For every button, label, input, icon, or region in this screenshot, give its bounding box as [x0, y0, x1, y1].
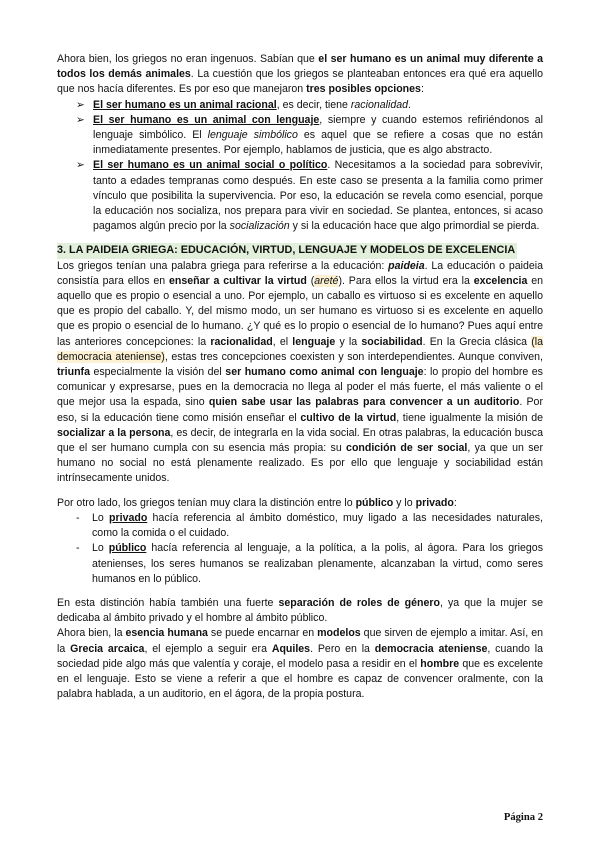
- emphasis: modelos: [317, 627, 361, 640]
- list-item: [57, 98, 543, 113]
- options-list: [57, 98, 543, 235]
- arrow-bullet-icon: ➢: [76, 159, 85, 172]
- option-title: El ser humano es un animal racional: [93, 98, 277, 111]
- emphasis: Aquiles: [271, 642, 311, 655]
- text: :: [420, 83, 424, 96]
- emphasis: triunfa: [57, 366, 90, 379]
- public-private-list: [57, 511, 543, 587]
- models-paragraph: Ahora bien, la esencia humana se puede encarnar en modelos que sirven de ejemplo a imitar. Así, en la Grecia arcaica, el ejemplo a seguir era Aquiles. Pero en la democracia ateniense, cuando la sociedad pide algo más que valentía y coraje, el modelo pasa a residir en el hombre que es excelente en el lenguaje. Esto se viene a referir a que el hombre es capaz de convencer oralmente, con la palabra hablada, a un auditorio, en el ágora, de la propia postura.: [57, 627, 544, 701]
- list-item: [57, 113, 543, 159]
- highlighted-term: (la democracia ateniense): [57, 335, 543, 363]
- dash-bullet-icon: -: [76, 542, 80, 555]
- emphasis: racionalidad: [210, 335, 273, 348]
- paideia-paragraph: Los griegos tenían una palabra griega para referirse a la educación: paideia. La educación o paideia consistía para ellos en enseñar a cultivar la virtud (areté). Para ellos la virtud era la excelencia en aquello que es propio o esencial a uno. Por ejemplo, un caballo es virtuoso si es excelente en aquello que es propio del caballo. Y, del mismo modo, un ser humano es virtuoso si es excelente en aquello que es propio o esencial de lo humano. ¿Y qué es lo propio o esencial de lo humano? Pues aquí entre las anteriores concepciones: la racionalidad, el lenguaje y la sociabilidad. En la Grecia clásica (la democracia ateniense), estas tres concepciones coexisten y son interdependientes. Aunque conviven, triunfa especialmente la visión del ser humano como animal con lenguaje: lo propio del hombre es comunicar y expresarse, pues en la democracia no llega al poder el más fuerte, el más valiente o el que mejor usa la espada, sino quien sabe usar las palabras para convencer a un auditorio. Por eso, si la educación tiene como misión enseñar el cultivo de la virtud, tiene igualmente la misión de socializar a la persona, es decir, de integrarla en la vida social. En otras palabras, la educación busca que el ser humano cumpla con su esencia más propia: su condición de ser social, ya que un ser humano no social no está plenamente realizado. Es por ello que lenguaje y sociabilidad están intrínsecamente unidos.: [57, 259, 543, 485]
- emphasis: privado: [415, 496, 454, 509]
- page-number: Página 2: [503, 812, 543, 823]
- emphasis: socializar a la persona: [57, 426, 171, 439]
- emphasis: cultivo de la virtud: [300, 411, 397, 424]
- list-item: [57, 158, 543, 234]
- term: público: [108, 542, 147, 555]
- option-title: El ser humano es un animal con lenguaje: [93, 113, 320, 126]
- emphasis: quien sabe usar las palabras para convencer a un auditorio: [208, 396, 520, 409]
- highlighted-term: areté: [314, 274, 339, 287]
- emphasis: enseñar a cultivar la virtud: [169, 274, 307, 287]
- emphasis: democracia ateniense: [374, 642, 488, 655]
- text: .: [408, 98, 411, 111]
- option-title: El ser humano es un animal social o político: [93, 159, 328, 172]
- list-item: - Lo privado hacía referencia al ámbito doméstico, muy ligado a las necesidades naturales, como la comida o el cuidado.: [76, 511, 543, 540]
- text: , es decir, tiene: [276, 98, 351, 111]
- text: . La cuestión que los griegos se planteaban entonces era qué era aquello que nos hacía diferentes. Es por eso que manejaron: [57, 68, 543, 96]
- emphasis: Grecia arcaica: [70, 642, 145, 655]
- intro-paragraph: [57, 52, 543, 98]
- italic-term: socialización: [229, 220, 290, 233]
- emphasis: el ser humano es un animal muy diferente a todos los demás animales: [57, 53, 544, 81]
- emphasis: tres posibles opciones: [306, 83, 421, 96]
- section-heading: 3. LA PAIDEIA GRIEGA: EDUCACIÓN, VIRTUD, LENGUAJE Y MODELOS DE EXCELENCIA: [57, 243, 517, 258]
- list-item: - Lo público hacía referencia al lenguaje, a la política, a la polis, al ágora. Para los griegos atenienses, los seres humanos se realizaban plenamente, alcanzaban la virtud, como seres humanos en lo público.: [76, 542, 543, 585]
- text: . Necesitamos a la sociedad para sobrevivir, tanto a edades tempranas como después. En este caso se presenta a la familia como primer vínculo que posibilita la supervivencia. Por eso, la educación se revela como esencial, porque la educación nos socializa, nos prepara para vivir en sociedad. Se plantea, entonces, si acaso pagamos algún precio por la: [93, 159, 543, 233]
- arrow-bullet-icon: ➢: [76, 98, 85, 111]
- emphasis: esencia humana: [125, 627, 208, 640]
- emphasis: excelencia: [473, 274, 528, 287]
- gender-roles-paragraph: En esta distinción había también una fuerte separación de roles de género, ya que la mujer se dedicaba al ámbito privado y el hombre al ámbito público.: [57, 596, 543, 625]
- italic-term: lenguaje simbólico: [207, 129, 298, 142]
- emphasis: hombre: [420, 657, 460, 670]
- emphasis: condición de ser social: [346, 442, 468, 455]
- emphasis: separación de roles de género: [278, 596, 440, 609]
- emphasis: público: [355, 496, 394, 509]
- emphasis: lenguaje: [292, 335, 336, 348]
- public-private-intro: Por otro lado, los griegos tenían muy clara la distinción entre lo público y lo privado:: [57, 496, 457, 509]
- italic-term: racionalidad: [350, 98, 409, 111]
- text: es aquel que se refiere a cosas que no están inmediatamente presentes. Por ejemplo, hablamos de justicia, que es algo abstracto.: [93, 129, 544, 157]
- text: Ahora bien, los griegos no eran ingenuos. Sabían que: [57, 53, 319, 65]
- emphasis: ser humano como animal con lenguaje: [225, 366, 424, 379]
- text: y si la educación hace que algo primordial se pierda.: [289, 220, 540, 233]
- italic-term: paideia: [388, 259, 425, 272]
- emphasis: sociabilidad: [361, 335, 423, 348]
- arrow-bullet-icon: ➢: [76, 113, 85, 126]
- text: , siempre y cuando estemos refiriéndonos al lenguaje simbólico. El: [93, 113, 543, 142]
- term: privado: [109, 511, 148, 524]
- dash-bullet-icon: -: [76, 511, 80, 524]
- document-body: [57, 52, 543, 702]
